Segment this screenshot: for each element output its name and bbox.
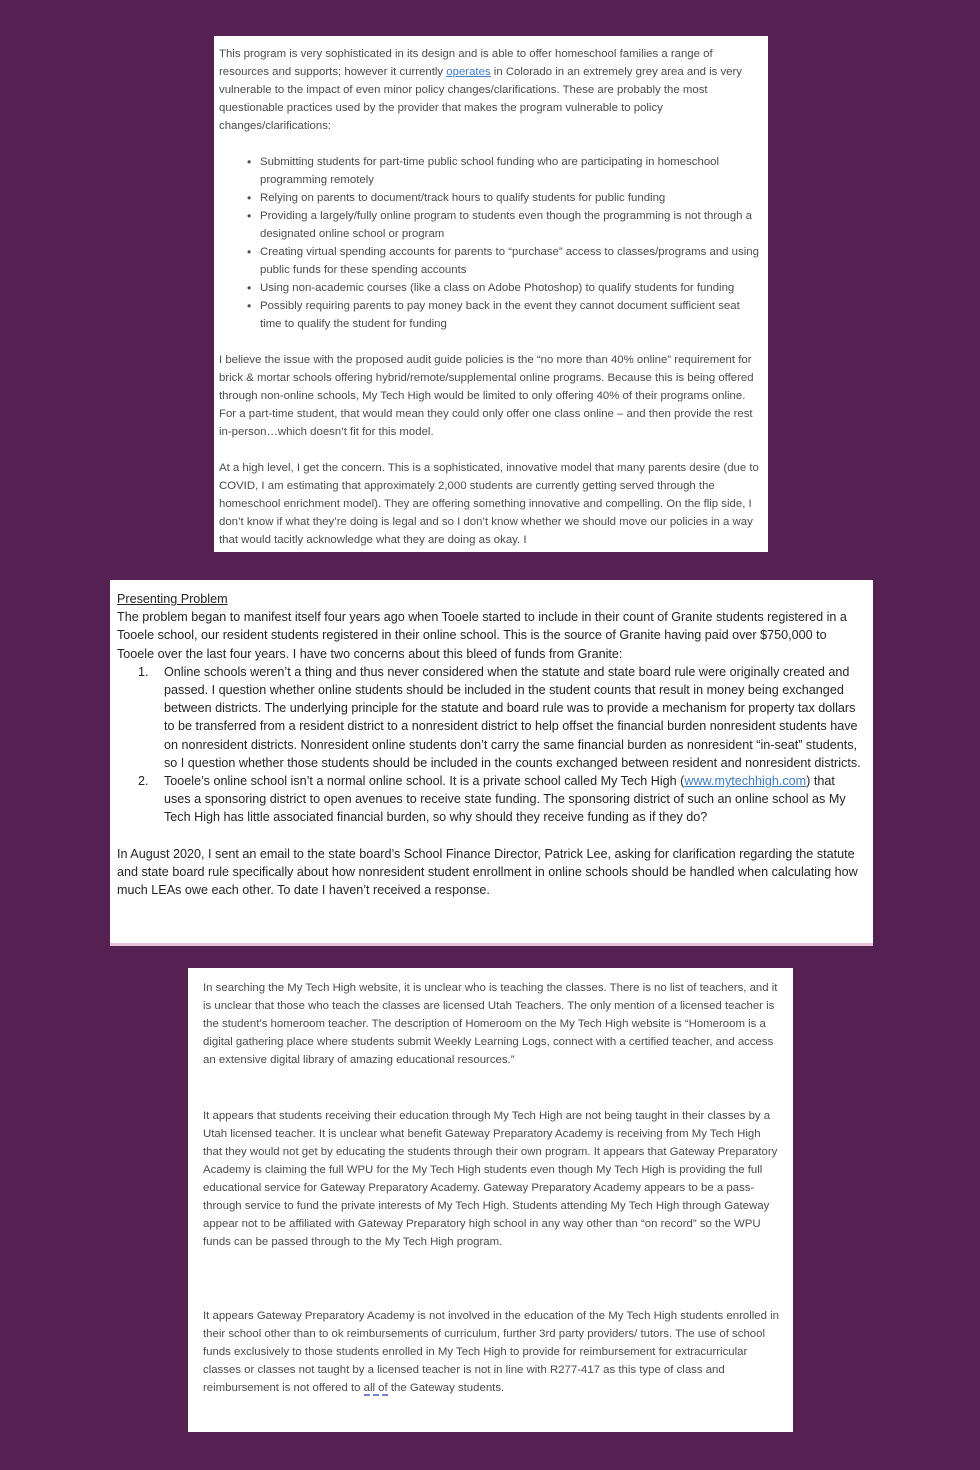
paragraph-high-level-concern: At a high level, I get the concern. This is a sophisticated, innovative model that many parents desire (due to COVID, I am estimating that approximately 2,000 students are currently getting served through the homeschool enrichment model). They are offering something innovative and compelling. On the flip side, I don’t know if what they’re doing is legal and so I don’t know whether we should move our policies in a way that would tacitly acknowledge what they are doing as okay. I [219, 462, 759, 546]
list-item: • Possibly requiring parents to pay money back in the event they cannot document sufficient seat time to qualify the student for funding [260, 297, 760, 333]
concerns-numbered-list [117, 663, 863, 827]
text-after-grammar-flag: the Gateway students. [387, 1382, 505, 1394]
document-excerpt-presenting-problem [110, 580, 873, 946]
document-excerpt-audit-guide [214, 36, 768, 552]
paragraph-problem-intro: The problem began to manifest itself four years ago when Tooele started to include in their count of Granite students registered in a Tooele school, our resident students registered in their online school. This is the source of Granite having paid over $750,000 to Tooele over the last four years. I have two concerns about this bleed of funds from Granite: [117, 610, 847, 661]
paragraph-website-search: In searching the My Tech High website, it is unclear who is teaching the classes. There is no list of teachers, and it is unclear that those who teach the classes are licensed Utah Teachers. The only mention of a licensed teacher is the student’s homeroom teacher. The description of Homeroom on the My Tech High website is “Homeroom is a digital gathering place where students submit Weekly Learning Logs, connect with a certified teacher, and access an extensive digital library of amazing educational resources.” [203, 982, 778, 1066]
numbered-item-tooele-school [164, 772, 863, 827]
list-item: • Creating virtual spending accounts for parents to “purchase” access to classes/programs and using public funds for these spending accounts [260, 243, 760, 279]
questionable-practices-list [219, 153, 760, 333]
paragraph-reimbursements [203, 1307, 779, 1397]
numbered-item-online-schools: Online schools weren’t a thing and thus never considered when the statute and state board rule were originally created and passed. I question whether online students should be included in the student counts that result in money being exchanged between districts. The underlying principle for the statute and board rule was to provide a mechanism for property tax dollars to be transferred from a resident district to a nonresident district to help offset the financial burden nonresident students have on nonresident districts. Nonresident online students don’t carry the same financial burden as nonresident “in-seat” students, so I question whether those students should be included in the counts exchanged between resident and nonresident districts. [164, 664, 861, 770]
text-before-operates-link: This program is very sophisticated in its design and is able to offer homeschool families a range of resources and supports; however it currently [219, 48, 713, 78]
grammar-flagged-text: all of [363, 1382, 388, 1394]
text-before-mytechhigh-link: Tooele’s online school isn’t a normal online school. It is a private school called My Tech High ( [164, 774, 685, 789]
list-item: • Providing a largely/fully online program to students even though the programming is not through a designated online school or program [260, 207, 760, 243]
list-item: • Relying on parents to document/track hours to qualify students for public funding [260, 189, 760, 207]
paragraph-program-overview [219, 45, 760, 135]
text-before-grammar-flag: It appears Gateway Preparatory Academy is not involved in the education of the My Tech High students enrolled in their school other than to ok reimbursements of curriculum, further 3rd party providers/ tutors. The use of school funds exclusively to those students enrolled in My Tech High to provide for reimbursement for extracurricular classes or classes not taught by a licensed teacher is not in line with R277-417 as this type of class and reimbursement is not offered to [203, 1310, 779, 1394]
operates-link[interactable]: operates [446, 66, 491, 78]
list-item: • Using non-academic courses (like a class on Adobe Photoshop) to qualify students for funding [260, 279, 760, 297]
paragraph-audit-guide-issue: I believe the issue with the proposed audit guide policies is the “no more than 40% online” requirement for brick & mortar schools offering hybrid/remote/supplemental online programs. Because this is being offered through non-online schools, My Tech High would be limited to only offering 40% of their programs online. For a part-time student, that would mean they could only offer one class online – and then provide the rest in-person…which doesn’t fit for this model. [219, 354, 754, 438]
text-after-mytechhigh-link: ) that uses a sponsoring district to open avenues to receive state funding. The sponsoring district of such an online school as My Tech High has little associated financial burden, so why should they receive funding as if they do? [164, 774, 846, 825]
mytechhigh-link[interactable]: www.mytechhigh.com [684, 774, 807, 789]
list-item: • Submitting students for part-time public school funding who are participating in homeschool programming remotely [260, 153, 760, 189]
text-after-operates-link: in Colorado in an extremely grey area and is very vulnerable to the impact of even minor policy changes/clarifications. These are probably the most questionable practices used by the provider that makes the program vulnerable to policy changes/clarifications: [219, 66, 742, 132]
paragraph-wpu-passthrough: It appears that students receiving their education through My Tech High are not being taught in their classes by a Utah licensed teacher. It is unclear what benefit Gateway Preparatory Academy is receiving from My Tech High that they would not get by educating the students through their own program. It appears that Gateway Preparatory Academy is claiming the full WPU for the My Tech High students even though My Tech High is providing the full educational service for Gateway Preparatory Academy. Gateway Preparatory Academy appears to be a pass-through service to fund the private interests of My Tech High. Students attending My Tech High through Gateway appear not to be affiliated with Gateway Preparatory high school in any way other than “on record” so the WPU funds can be passed through to the My Tech High program. [203, 1110, 778, 1248]
presenting-problem-heading: Presenting Problem [117, 592, 228, 606]
document-excerpt-teacher-licensing [188, 968, 793, 1432]
paragraph-august-email: In August 2020, I sent an email to the state board’s School Finance Director, Patrick Lee, asking for clarification regarding the statute and state board rule specifically about how nonresident student enrollment in online schools should be handled when calculating how much LEAs owe each other. To date I haven’t received a response. [117, 846, 858, 898]
